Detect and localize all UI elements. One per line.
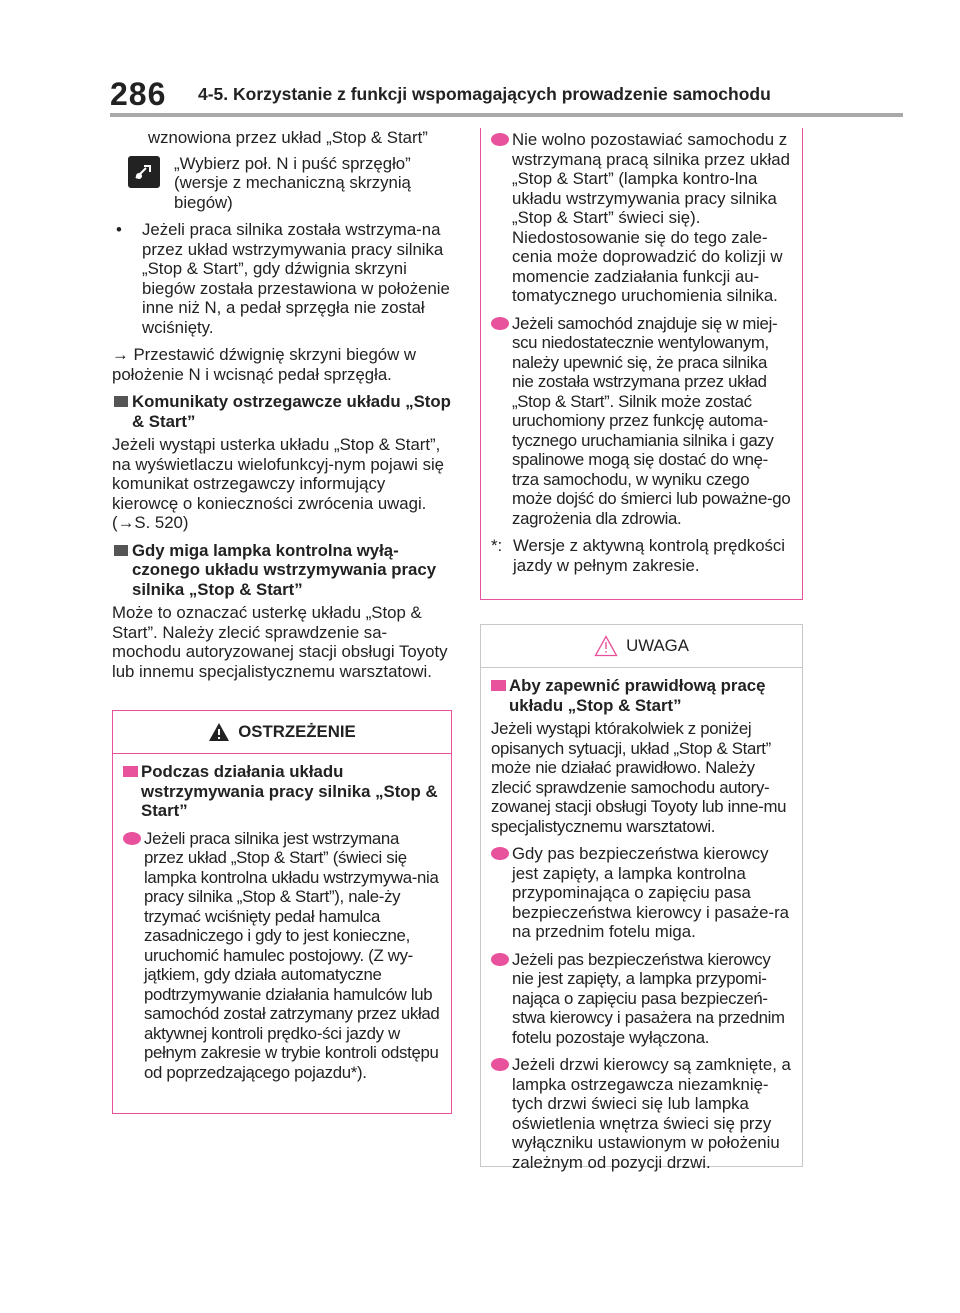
right-item2-text: Jeżeli samochód znajduje się w miej-scu niedostatecznie wentylowanym, należy upewnić się, że praca silnika nie została wstrzymana przez układ „Stop & Start”. Silnik może zostać uruchomiony przez funkcję automa-tycznego uruchamiania silnika i gazy spalinowe mogą się dostać do wnę-trza samochodu, w wyniku czego może dojść do śmierci lub poważne-go zagrożenia dla zdrowia. <box>512 313 791 528</box>
section1-text: Jeżeli wystąpi usterka układu „Stop & Start”, na wyświetlaczu wielofunkcyj-nym pojawi się komunikat ostrzegawczy informujący kierowcę o konieczności zwrócenia uwagi. (→S. 520) <box>112 435 445 532</box>
page-number: 286 <box>110 76 167 112</box>
manual-note-text: „Wybierz poł. N i puść sprzęgło” (wersje z mechaniczną skrzynią biegów) <box>174 153 411 212</box>
notice-item1-text: Gdy pas bezpieczeństwa kierowcy jest zapięty, a lampka kontrolna przypominająca o zapięciu pasa bezpieczeństwa kierowcy i pasaże-ra na przednim fotelu miga. <box>512 844 790 941</box>
square-bullet-icon <box>114 545 128 556</box>
warning-box <box>112 710 452 1114</box>
dot-bullet-icon <box>491 953 509 966</box>
bullet-text: Jeżeli praca silnika została wstrzyma-na przez układ wstrzymywania pracy silnika „Stop & Start”, gdy dźwignia skrzyni biegów została przestawiona w położenie inne niż N, a pedał sprzęgła nie został wciśnięty. <box>142 220 450 337</box>
notice-item <box>491 950 792 1048</box>
notice-heading <box>491 676 792 715</box>
dot-bullet-icon <box>123 832 141 845</box>
warning-title: OSTRZEŻENIE <box>238 722 356 741</box>
warning-item <box>123 829 441 1083</box>
footnote <box>491 536 792 575</box>
chapter-title: 4-5. Korzystanie z funkcji wspomagających prowadzenie samochodu <box>198 84 771 104</box>
dot-bullet-icon <box>491 1058 509 1071</box>
section-heading-lamp <box>112 541 452 600</box>
footnote-text: Wersje z aktywną kontrolą prędkości jazdy w pełnym zakresie. <box>513 536 786 575</box>
warning-triangle-icon <box>208 722 230 742</box>
notice-box-body <box>481 668 802 1182</box>
section-heading-messages <box>112 392 452 431</box>
dot-bullet-icon <box>491 133 509 146</box>
square-bullet-icon <box>491 680 506 691</box>
notice-item3-text: Jeżeli drzwi kierowcy są zamknięte, a lampka ostrzegawcza niezamknię-tych drzwi świeci się lub lampka oświetlenia wnętrza świeci się przy wyłączniku ustawionym w położeniu zależnym od pozycji drzwi. <box>512 1055 791 1172</box>
notice-item <box>491 844 792 942</box>
section1-title: Komunikaty ostrzegawcze układu „Stop & Start” <box>132 392 451 431</box>
warning-item <box>491 314 792 529</box>
right-item1-text: Nie wolno pozostawiać samochodu z wstrzymaną pracą silnika przez układ „Stop & Start” (lampka kontro-lna układu wstrzymywania pracy silnika „Stop & Start” świeci się). Niedostosowanie się do tego zale-cenia może doprowadzić do kolizji w momencie zadziałania funkcji au-tomatycznego uruchomienia silnika. <box>512 130 790 305</box>
section2-text: Może to oznaczać usterkę układu „Stop & Start”. Należy zlecić sprawdzenie sa-mochodu autoryzowanej stacji obsługi Toyoty lub innemu specjalistycznemu warsztatowi. <box>112 603 448 681</box>
left-column <box>112 128 452 681</box>
notice-item2-text: Jeżeli pas bezpieczeństwa kierowcy nie jest zapięty, a lampka przypomi-nająca o zapięciu pasa bezpieczeń-stwa kierowcy i pasażera na przednim fotelu pozostaje wyłączona. <box>512 949 785 1047</box>
notice-box-header <box>481 625 802 668</box>
arrow-action: → Przestawić dźwignię skrzyni biegów w położenie N i wcisnąć pedał sprzęgła. <box>112 345 417 384</box>
square-bullet-icon <box>114 396 128 407</box>
warning-box-continued <box>480 128 803 600</box>
notice-box <box>480 624 803 1172</box>
notice-title: UWAGA <box>626 636 689 655</box>
dot-bullet-icon <box>491 847 509 860</box>
caution-triangle-icon <box>594 635 618 657</box>
notice-item <box>491 1055 792 1172</box>
footnote-mark: *: <box>491 536 503 555</box>
header-rule <box>110 113 903 117</box>
manual-transmission-icon <box>128 156 160 188</box>
warning-box-body <box>113 754 451 1092</box>
warning-heading-text: Podczas działania układu wstrzymywania pracy silnika „Stop & Start” <box>141 762 438 820</box>
section2-title: Gdy miga lampka kontrolna wyłą-czonego układu wstrzymywania pracy silnika „Stop & Start” <box>132 540 437 599</box>
notice-intro: Jeżeli wystąpi którakolwiek z poniżej opisanych sytuacji, układ „Stop & Start” może nie działać prawidłowo. Należy zlecić sprawdzenie samochodu autory-zowanej stacji obsługi Toyoty lub inne-mu specjalistycznemu warsztatowi. <box>491 719 787 836</box>
warning-box-header <box>113 711 451 754</box>
warning-heading <box>123 762 441 821</box>
square-bullet-icon <box>123 766 138 777</box>
manual-note <box>112 154 452 213</box>
notice-heading-text: Aby zapewnić prawidłową pracę układu „Stop & Start” <box>509 676 766 715</box>
warning-continued-body <box>481 128 802 585</box>
continued-line: wznowiona przez układ „Stop & Start” <box>148 128 428 147</box>
dot-bullet-icon <box>491 317 509 330</box>
bullet-mark: • <box>116 220 122 239</box>
bullet-item <box>112 220 452 337</box>
warning-item-text: Jeżeli praca silnika jest wstrzymana przez układ „Stop & Start” (świeci się lampka kontrolna układu wstrzymywa-nia pracy silnika „Stop & Start”), nale-ży trzymać wciśnięty pedał hamulca zasadniczego i gdy to jest konieczne, uruchomić hamulec postojowy. (Z wy-jątkiem, gdy działa automatyczne podtrzymywanie działania hamulców lub samochód został zatrzymany przez układ aktywnej kontroli prędko-ści jazdy w pełnym zakresie w trybie kontroli odstępu od poprzedzającego pojazdu*). <box>144 828 440 1082</box>
warning-item <box>491 130 792 306</box>
